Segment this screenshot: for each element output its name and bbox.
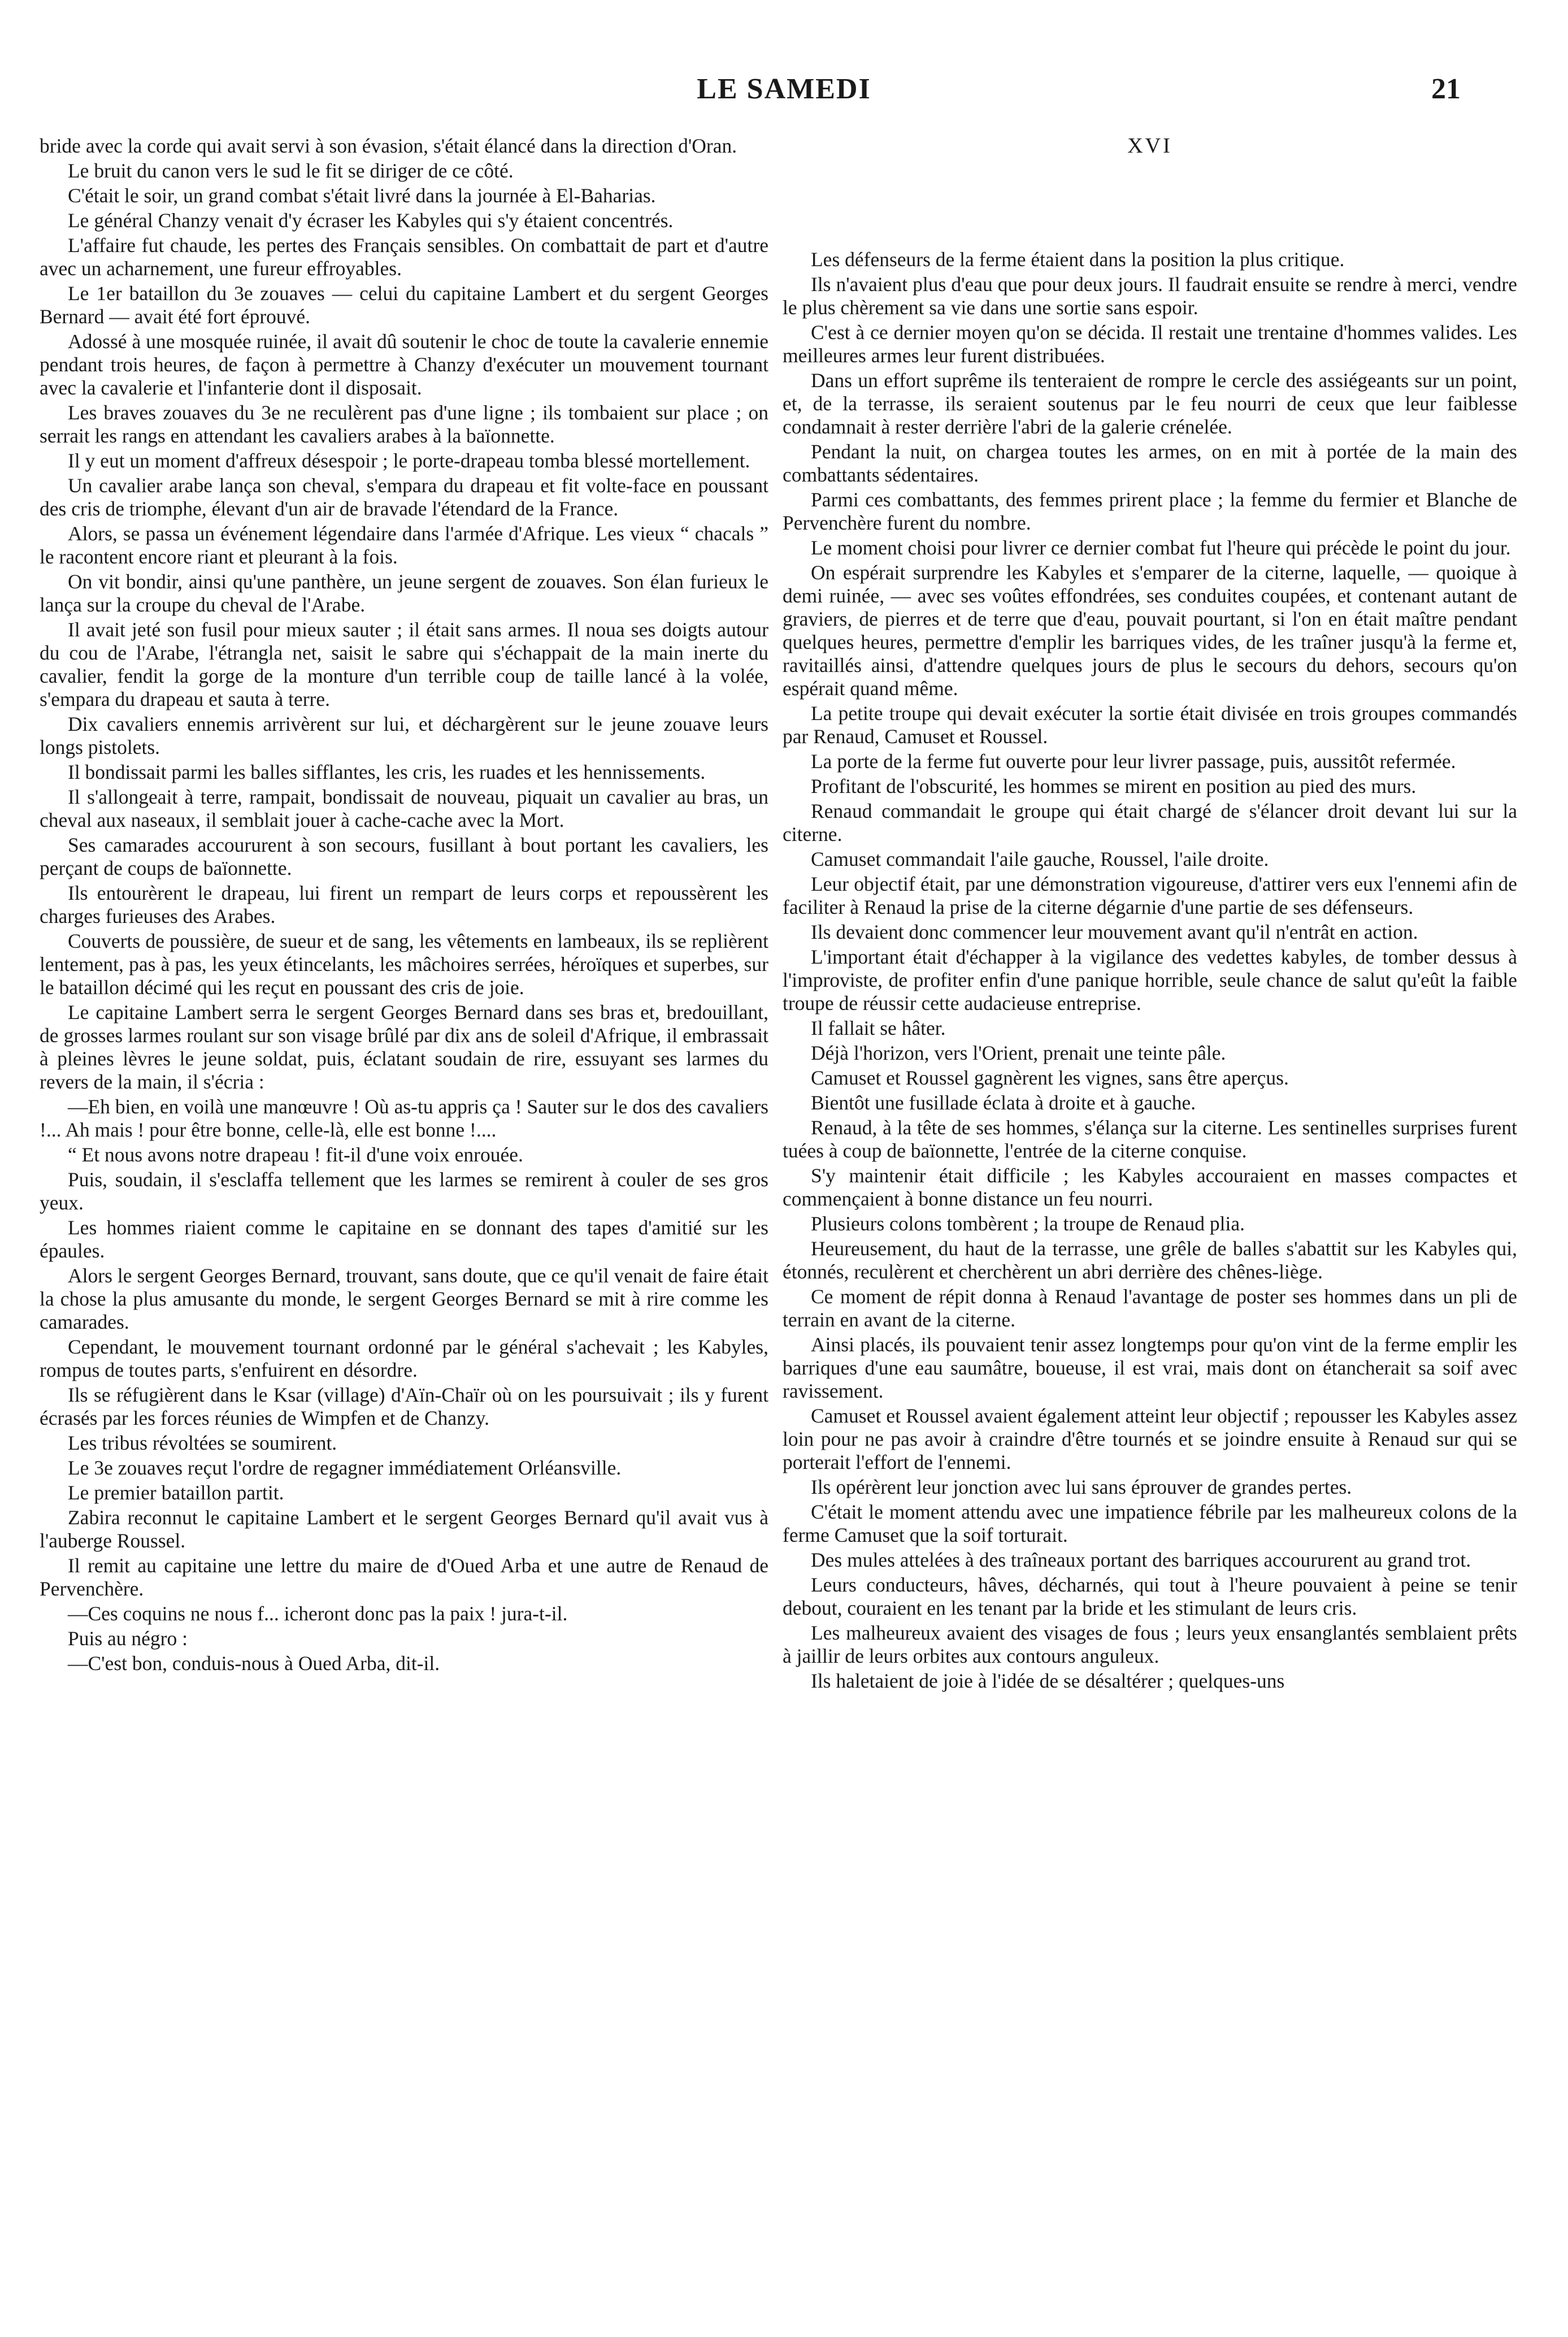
paragraph: Ils opérèrent leur jonction avec lui sans éprouver de grandes pertes. <box>811 1476 1352 1498</box>
paragraph: Puis, soudain, il s'esclaffa tellement que les larmes se remirent à couler de ses gros yeux. <box>40 1168 768 1214</box>
paragraph: Il remit au capitaine une lettre du maire de d'Oued Arba et une autre de Renaud de Pervenchère. <box>40 1554 768 1600</box>
paragraph: Plusieurs colons tombèrent ; la troupe de Renaud plia. <box>811 1212 1245 1235</box>
paragraph: Renaud commandait le groupe qui était chargé de s'élancer droit devant lui sur la citerne. <box>783 800 1517 846</box>
paragraph: Dix cavaliers ennemis arrivèrent sur lui, et déchargèrent sur le jeune zouave leurs longs pistolets. <box>40 713 768 758</box>
paragraph: Bientôt une fusillade éclata à droite et à gauche. <box>811 1091 1196 1114</box>
left-text-column <box>40 135 768 1677</box>
paragraph: Puis au négro : <box>68 1627 188 1650</box>
right-text-column <box>783 135 1517 1694</box>
paragraph: C'était le moment attendu avec une impatience fébrile par les malheureux colons de la ferme Camuset que la soif torturait. <box>783 1501 1517 1546</box>
paragraph: La porte de la ferme fut ouverte pour leur livrer passage, puis, aussitôt refermée. <box>811 750 1456 773</box>
paragraph: —C'est bon, conduis-nous à Oued Arba, dit-il. <box>68 1652 440 1675</box>
paragraph: —Ces coquins ne nous f... icheront donc pas la paix ! jura-t-il. <box>68 1602 568 1625</box>
paragraph: “ Et nous avons notre drapeau ! fit-il d'une voix enrouée. <box>68 1143 523 1166</box>
paragraph: Alors, se passa un événement légendaire dans l'armée d'Afrique. Les vieux “ chacals ” le racontent encore riant et pleurant à la fois. <box>40 522 768 568</box>
paragraph: Le premier bataillon partit. <box>68 1481 284 1504</box>
paragraph: Il avait jeté son fusil pour mieux sauter ; il était sans armes. Il noua ses doigts autour du cou de l'Arabe, l'étrangla net, saisit le sabre qui s'échappait de la main inerte du cavalier, fendit la gorge de la monture d'un terrible coup de taille lancé à la volée, s'empara du drapeau et sauta à terre. <box>40 618 768 710</box>
paragraph: Les hommes riaient comme le capitaine en se donnant des tapes d'amitié sur les épaules. <box>40 1216 768 1262</box>
paragraph: Dans un effort suprême ils tenteraient de rompre le cercle des assiégeants sur un point, et, de la terrasse, ils seraient soutenus par le feu nourri de ceux que leur faiblesse condamnait à rester derrière l'abri de la galerie crénelée. <box>783 369 1517 438</box>
paragraph: Des mules attelées à des traîneaux portant des barriques accoururent au grand trot. <box>811 1549 1471 1571</box>
paragraph: Ainsi placés, ils pouvaient tenir assez longtemps pour qu'on vint de la ferme emplir les barriques d'une eau saumâtre, boueuse, il est vrai, mais dont on étancherait sa soif avec ravissement. <box>783 1333 1517 1402</box>
paragraph: Parmi ces combattants, des femmes prirent place ; la femme du fermier et Blanche de Pervenchère furent du nombre. <box>783 488 1517 534</box>
paragraph: Pendant la nuit, on chargea toutes les armes, on en mit à portée de la main des combattants sédentaires. <box>783 440 1517 486</box>
paragraph: Les malheureux avaient des visages de fous ; leurs yeux ensanglantés semblaient prêts à jaillir de leurs orbites aux contours anguleux. <box>783 1621 1517 1667</box>
paragraph: Le 3e zouaves reçut l'ordre de regagner immédiatement Orléansville. <box>68 1456 622 1479</box>
paragraph: L'affaire fut chaude, les pertes des Français sensibles. On combattait de part et d'autre avec un acharnement, une fureur effroyables. <box>40 234 768 280</box>
paragraph: Ils se réfugièrent dans le Ksar (village) d'Aïn-Chaïr où on les poursuivait ; ils y furent écrasés par les forces réunies de Wimpfen et de Chanzy. <box>40 1384 768 1429</box>
paragraph: L'important était d'échapper à la vigilance des vedettes kabyles, de tomber dessus à l'improviste, de profiter enfin d'une panique horrible, seule chance de salut qu'eût la faible troupe de réussir cette audacieuse entreprise. <box>783 946 1517 1014</box>
paragraph: Camuset commandait l'aile gauche, Roussel, l'aile droite. <box>811 848 1269 870</box>
paragraph: Camuset et Roussel gagnèrent les vignes, sans être aperçus. <box>811 1066 1289 1089</box>
paragraph: Ils entourèrent le drapeau, lui firent un rempart de leurs corps et repoussèrent les charges furieuses des Arabes. <box>40 882 768 927</box>
paragraph: On espérait surprendre les Kabyles et s'emparer de la citerne, laquelle, — quoique à demi ruinée, — avec ses voûtes effondrées, ses conduites coupées, et contenant autant de graviers, de pierres et de terre que d'eau, pouvait pourtant, si l'on en était maître pendant quelques heures, permettre d'emplir les barriques vides, de les traîner jusqu'à la ferme et, ravitaillés ainsi, d'attendre quelques jours de plus le secours du dehors, secours qu'on espérait quand même. <box>783 561 1517 700</box>
paragraph: C'est à ce dernier moyen qu'on se décida. Il restait une trentaine d'hommes valides. Les meilleures armes leur furent distribuées. <box>783 321 1517 367</box>
paragraph: Déjà l'horizon, vers l'Orient, prenait une teinte pâle. <box>811 1042 1226 1064</box>
paragraph: Le général Chanzy venait d'y écraser les Kabyles qui s'y étaient concentrés. <box>68 209 674 232</box>
paragraph: Cependant, le mouvement tournant ordonné par le général s'achevait ; les Kabyles, rompus de toutes parts, s'enfuirent en désordre. <box>40 1336 768 1381</box>
paragraph: Profitant de l'obscurité, les hommes se mirent en position au pied des murs. <box>811 775 1417 797</box>
paragraph: Alors le sergent Georges Bernard, trouvant, sans doute, que ce qu'il venait de faire était la chose la plus amusante du monde, le sergent Georges Bernard se mit à rire comme les camarades. <box>40 1264 768 1333</box>
paragraph: Renaud, à la tête de ses hommes, s'élança sur la citerne. Les sentinelles surprises furent tuées à coup de baïonnette, l'entrée de la citerne conquise. <box>783 1116 1517 1162</box>
paragraph: Couverts de poussière, de sueur et de sang, les vêtements en lambeaux, ils se replièrent lentement, pas à pas, les yeux étincelants, les mâchoires serrées, héroïques et superbes, sur le bataillon décimé qui les reçut en poussant des cris de joie. <box>40 930 768 999</box>
paragraph: bride avec la corde qui avait servi à son évasion, s'était élancé dans la direction d'Oran. <box>40 135 737 157</box>
right-column-body <box>783 248 1517 1693</box>
paragraph: Le capitaine Lambert serra le sergent Georges Bernard dans ses bras et, bredouillant, de grosses larmes roulant sur son visage brûlé par dix ans de soleil d'Afrique, il embrassait à pleines lèvres le jeune soldat, puis, éclatant soudain de rire, essuyant ses larmes du revers de la main, il s'écria : <box>40 1001 768 1093</box>
paragraph: Les tribus révoltées se soumirent. <box>68 1432 337 1454</box>
paragraph: Ils haletaient de joie à l'idée de se désaltérer ; quelques-uns <box>811 1670 1285 1692</box>
paragraph: Adossé à une mosquée ruinée, il avait dû soutenir le choc de toute la cavalerie ennemie pendant trois heures, de façon à permettre à Chanzy d'exécuter un mouvement tournant avec la cavalerie et l'infanterie dont il disposait. <box>40 330 768 399</box>
paragraph: Camuset et Roussel avaient également atteint leur objectif ; repousser les Kabyles assez loin pour ne pas avoir à craindre d'être tournés et se joindre ensuite à Renaud sur qui se porterait l'effort de l'ennemi. <box>783 1404 1517 1473</box>
paragraph: Leurs conducteurs, hâves, décharnés, qui tout à l'heure pouvaient à peine se tenir debout, couraient en les tenant par la bride et les stimulant de leurs cris. <box>783 1573 1517 1619</box>
paragraph: Le 1er bataillon du 3e zouaves — celui du capitaine Lambert et du sergent Georges Bernard — avait été fort éprouvé. <box>40 282 768 328</box>
paragraph: Il bondissait parmi les balles sifflantes, les cris, les ruades et les hennissements. <box>68 761 706 783</box>
paragraph: Les braves zouaves du 3e ne reculèrent pas d'une ligne ; ils tombaient sur place ; on serrait les rangs en attendant les cavaliers arabes à la baïonnette. <box>40 401 768 447</box>
paragraph: Le moment choisi pour livrer ce dernier combat fut l'heure qui précède le point du jour. <box>811 536 1511 559</box>
paragraph: S'y maintenir était difficile ; les Kabyles accouraient en masses compactes et commençaient à bonne distance un feu nourri. <box>783 1164 1517 1210</box>
page-header-title: LE SAMEDI <box>697 73 871 105</box>
page-number: 21 <box>1431 73 1461 105</box>
paragraph: Heureusement, du haut de la terrasse, une grêle de balles s'abattit sur les Kabyles qui, étonnés, reculèrent et cherchèrent un abri derrière des chênes-liège. <box>783 1237 1517 1283</box>
paragraph: Les défenseurs de la ferme étaient dans la position la plus critique. <box>811 248 1345 271</box>
paragraph: On vit bondir, ainsi qu'une panthère, un jeune sergent de zouaves. Son élan furieux le lança sur la croupe du cheval de l'Arabe. <box>40 570 768 616</box>
paragraph: —Eh bien, en voilà une manœuvre ! Où as-tu appris ça ! Sauter sur le dos des cavaliers !... Ah mais ! pour être bonne, celle-là, elle est bonne !.... <box>40 1095 768 1141</box>
paragraph: Ils devaient donc commencer leur mouvement avant qu'il n'entrât en action. <box>811 921 1418 943</box>
paragraph: Il y eut un moment d'affreux désespoir ; le porte-drapeau tomba blessé mortellement. <box>68 449 750 472</box>
paragraph: Ce moment de répit donna à Renaud l'avantage de poster ses hommes dans un pli de terrain en avant de la citerne. <box>783 1285 1517 1331</box>
paragraph: Il fallait se hâter. <box>811 1017 946 1039</box>
paragraph: C'était le soir, un grand combat s'était livré dans la journée à El-Baharias. <box>68 184 656 207</box>
paragraph: Le bruit du canon vers le sud le fit se diriger de ce côté. <box>68 159 514 182</box>
paragraph: Ils n'avaient plus d'eau que pour deux jours. Il faudrait ensuite se rendre à merci, vendre le plus chèrement sa vie dans une sortie sans espoir. <box>783 273 1517 319</box>
paragraph: Ses camarades accoururent à son secours, fusillant à bout portant les cavaliers, les perçant de coups de baïonnette. <box>40 834 768 879</box>
paragraph: La petite troupe qui devait exécuter la sortie était divisée en trois groupes commandés par Renaud, Camuset et Roussel. <box>783 702 1517 748</box>
chapter-heading: XVI <box>1127 134 1172 158</box>
paragraph: Un cavalier arabe lança son cheval, s'empara du drapeau et fit volte-face en poussant des cris de triomphe, élevant d'un air de bravade l'étendard de la France. <box>40 474 768 520</box>
paragraph: Zabira reconnut le capitaine Lambert et le sergent Georges Bernard qu'il avait vus à l'auberge Roussel. <box>40 1506 768 1552</box>
paragraph: Il s'allongeait à terre, rampait, bondissait de nouveau, piquait un cavalier au bras, un cheval aux naseaux, il semblait jouer à cache-cache avec la Mort. <box>40 786 768 831</box>
paragraph: Leur objectif était, par une démonstration vigoureuse, d'attirer vers eux l'ennemi afin de faciliter à Renaud la prise de la citerne dégarnie d'une partie de ses défenseurs. <box>783 873 1517 918</box>
